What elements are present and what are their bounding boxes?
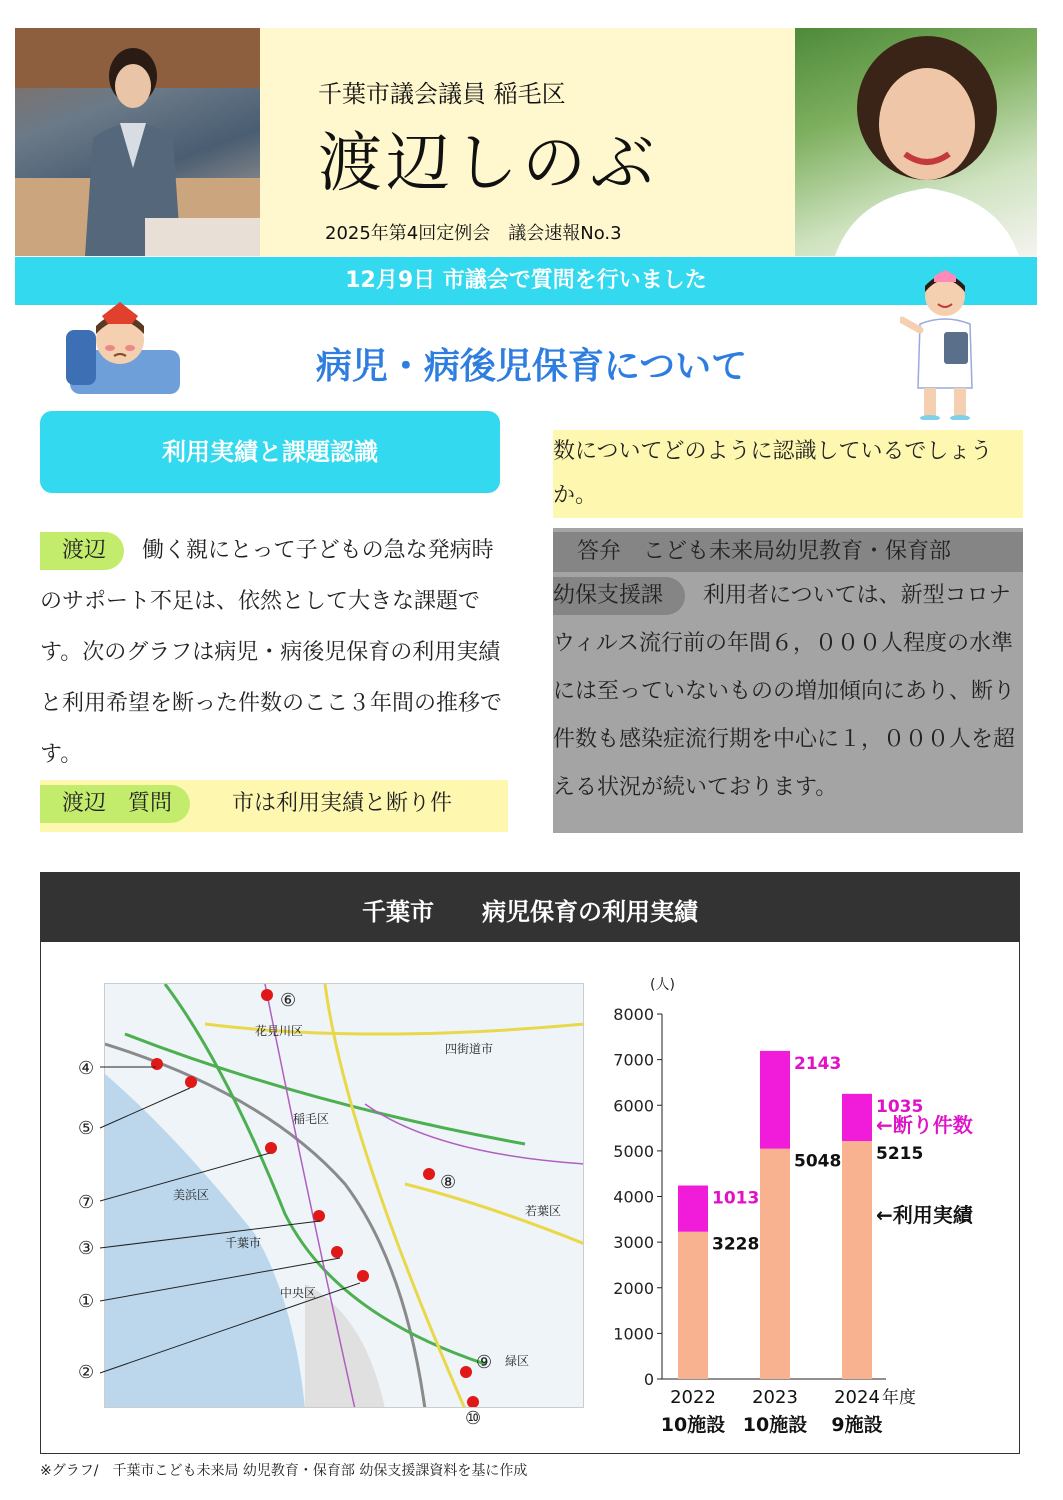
y-tick-label: 0	[643, 1370, 654, 1389]
statement-text: 働く親にとって子どもの急な発病時のサポート不足は、依然として大きな課題です。次のグラフは病児・病後児保育の利用実績と利用希望を断った件数のここ３年間の推移です。	[40, 538, 503, 767]
sub-heading: 利用実績と課題認識	[40, 411, 500, 493]
y-tick-label: 6000	[613, 1096, 654, 1116]
marker-label-10: ⑩	[465, 1408, 482, 1429]
photo-portrait	[795, 28, 1037, 256]
data-label-used: 5215	[876, 1144, 924, 1165]
member-statement	[40, 525, 510, 780]
marker-label-8: ⑧	[440, 1172, 457, 1193]
facility-marker	[467, 1396, 479, 1408]
question-continuation: 数についてどのように認識しているでしょうか。	[553, 430, 1023, 518]
y-tick-label: 1000	[613, 1324, 654, 1344]
bar-refused	[842, 1094, 872, 1141]
date-banner: 12月9日 市議会で質問を行いました	[15, 257, 1037, 305]
usage-bar-chart	[600, 965, 1020, 1435]
facility-marker	[460, 1366, 472, 1378]
data-label-used: 3228	[712, 1234, 760, 1255]
data-label-refused: 1035	[876, 1096, 924, 1117]
y-tick-label: 5000	[613, 1141, 654, 1161]
question-line	[40, 780, 508, 828]
y-tick-label: 7000	[613, 1050, 654, 1070]
answer-text: 利用者については、新型コロナウィルス流行前の年間６，０００人程度の水準には至っていないものの増加傾向にあり、断り件数も感染症流行期を中心に１，０００人を超える状況が続いております。	[553, 583, 1016, 800]
data-label-refused: 2143	[794, 1053, 842, 1074]
chart-section-title: 千葉市 病児保育の利用実績	[40, 872, 1020, 942]
bar-refused	[678, 1186, 708, 1232]
y-tick-label: 3000	[613, 1233, 654, 1253]
question-label: 渡辺 質問	[40, 785, 190, 823]
facility-count-label: 10施設	[660, 1414, 726, 1435]
map-label-inage: 稲毛区	[293, 1112, 330, 1126]
question-start: 市は利用実績と断り件	[232, 791, 453, 816]
marker-label-3: ③	[78, 1238, 95, 1259]
bar-used	[678, 1232, 708, 1379]
data-label-refused: 1013	[712, 1188, 760, 1209]
marker-leader-lines	[60, 983, 360, 1383]
legend-refused: ←断り件数	[876, 1113, 973, 1137]
x-tick-label: 2023	[752, 1387, 798, 1408]
bar-used	[842, 1141, 872, 1379]
map-label-chuo: 中央区	[280, 1286, 317, 1300]
photo-portrait-illustration	[795, 28, 1037, 256]
map-label-hanamigawa: 花見川区	[255, 1024, 304, 1038]
map-label-midori: 緑区	[505, 1354, 530, 1368]
map-label-chiba-city: 千葉市	[225, 1236, 262, 1250]
header-subtitle: 千葉市議会議員 稲毛区	[318, 80, 566, 108]
x-unit-label: 年度	[882, 1388, 916, 1408]
map-label-wakaba: 若葉区	[525, 1204, 562, 1218]
marker-label-6: ⑥	[280, 990, 297, 1011]
speaker-label: 渡辺	[40, 532, 124, 570]
bar-used	[760, 1149, 790, 1379]
marker-label-5: ⑤	[78, 1118, 95, 1139]
data-label-used: 5048	[794, 1151, 842, 1172]
map-label-mihama: 美浜区	[173, 1188, 210, 1202]
marker-label-2: ②	[78, 1362, 95, 1383]
marker-label-9: ⑨	[476, 1352, 493, 1373]
facility-count-label: 9施設	[831, 1414, 883, 1435]
answer-label-b: 幼保支援課	[553, 577, 685, 615]
council-member-name: 渡辺しのぶ	[318, 127, 658, 201]
facility-marker	[423, 1168, 435, 1180]
marker-label-7: ⑦	[78, 1192, 95, 1213]
photo-council-speech-illustration	[15, 28, 260, 256]
legend-used: ←利用実績	[876, 1203, 973, 1227]
section-title: 病児・病後児保育について	[315, 346, 748, 387]
map-label-yotsukaido: 四街道市	[445, 1042, 494, 1056]
marker-label-4: ④	[78, 1058, 95, 1079]
x-tick-label: 2024	[834, 1387, 880, 1408]
answer-label-a: 答弁 こども未来局幼児教育・保育部	[553, 532, 1023, 572]
marker-label-1: ①	[78, 1291, 95, 1312]
y-tick-label: 8000	[613, 1005, 654, 1024]
facility-count-label: 10施設	[742, 1414, 808, 1435]
photo-council-speech	[15, 28, 260, 256]
x-tick-label: 2022	[670, 1387, 716, 1408]
y-tick-label: 2000	[613, 1278, 654, 1298]
answer-block	[553, 528, 1023, 833]
bar-refused	[760, 1051, 790, 1149]
y-unit-label: (人)	[650, 977, 675, 993]
footnote: ※グラフ/ 千葉市こども未来局 幼児教育・保育部 幼保支援課資料を基に作成	[40, 1463, 528, 1479]
y-tick-label: 4000	[613, 1187, 654, 1207]
issue-number: 2025年第4回定例会 議会速報No.3	[325, 223, 622, 244]
